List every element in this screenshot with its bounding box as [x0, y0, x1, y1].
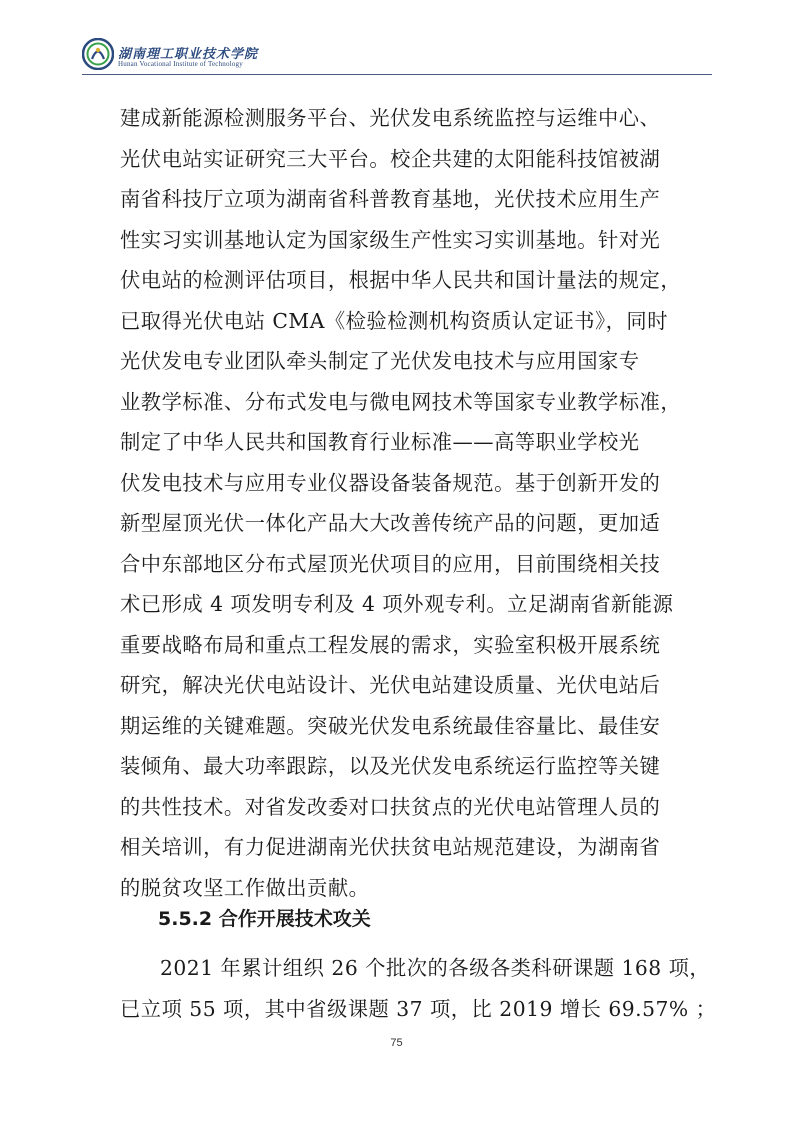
text-line: 已取得光伏电站 CMA《检验检测机构资质认定证书》，同时 — [120, 308, 668, 333]
school-name-en: Hunan Vocational Institute of Technology — [118, 60, 243, 68]
page-header — [82, 36, 712, 76]
school-logo-icon — [82, 38, 114, 70]
text-line: 光伏电站实证研究三大平台。校企共建的太阳能科技馆被湖 — [120, 146, 661, 171]
text-line: 伏发电技术与应用专业仪器设备装备规范。基于创新开发的 — [120, 470, 661, 495]
text-line: 伏电站的检测评估项目，根据中华人民共和国计量法的规定， — [120, 268, 682, 292]
section-heading — [158, 901, 371, 937]
text-line: 研究，解决光伏电站设计、光伏电站建设质量、光伏电站后 — [120, 673, 661, 697]
section-title: 合作开展技术攻关 — [218, 908, 371, 930]
text-line: 重要战略布局和重点工程发展的需求，实验室积极开展系统 — [120, 632, 661, 657]
text-line: 已立项 55 项，其中省级课题 37 项，比 2019 增长 69.57% ； — [120, 996, 717, 1021]
header-divider — [82, 74, 712, 75]
text-line: 装倾角、最大功率跟踪，以及光伏发电系统运行监控等关键 — [120, 754, 661, 778]
text-line: 建成新能源检测服务平台、光伏发电系统监控与运维中心、 — [120, 106, 661, 130]
paragraph-2 — [120, 948, 717, 1029]
text-line: 相关培训，有力促进湖南光伏扶贫电站规范建设，为湖南省 — [120, 835, 661, 859]
text-line: 性实习实训基地认定为国家级生产性实习实训基地。针对光 — [120, 227, 661, 252]
text-line: 期运维的关键难题。突破光伏发电系统最佳容量比、最佳安 — [120, 713, 661, 738]
school-name-cn: 湖南理工职业技术学院 — [118, 47, 259, 62]
text-line: 术已形成 4 项发明专利及 4 项外观专利。立足湖南省新能源 — [120, 592, 674, 616]
text-line: 合中东部地区分布式屋顶光伏项目的应用，目前围绕相关技 — [120, 551, 661, 576]
text-line: 2021 年累计组织 26 个批次的各级各类科研课题 168 项， — [160, 956, 711, 980]
text-line: 新型屋顶光伏一体化产品大大改善传统产品的问题，更加适 — [120, 511, 661, 535]
text-line: 南省科技厅立项为湖南省科普教育基地，光伏技术应用生产 — [120, 187, 661, 211]
text-line: 光伏发电专业团队牵头制定了光伏发电技术与应用国家专 — [120, 349, 640, 373]
text-line: 制定了中华人民共和国教育行业标准——高等职业学校光 — [120, 430, 640, 454]
text-line: 的共性技术。对省发改委对口扶贫点的光伏电站管理人员的 — [120, 794, 661, 819]
text-line: 业教学标准、分布式发电与微电网技术等国家专业教学标准， — [120, 389, 682, 414]
section-number: 5.5.2 — [158, 908, 213, 930]
paragraph-1 — [120, 98, 685, 908]
text-line: 的脱贫攻坚工作做出贡献。 — [120, 875, 370, 900]
page-number: 75 — [390, 1037, 403, 1049]
